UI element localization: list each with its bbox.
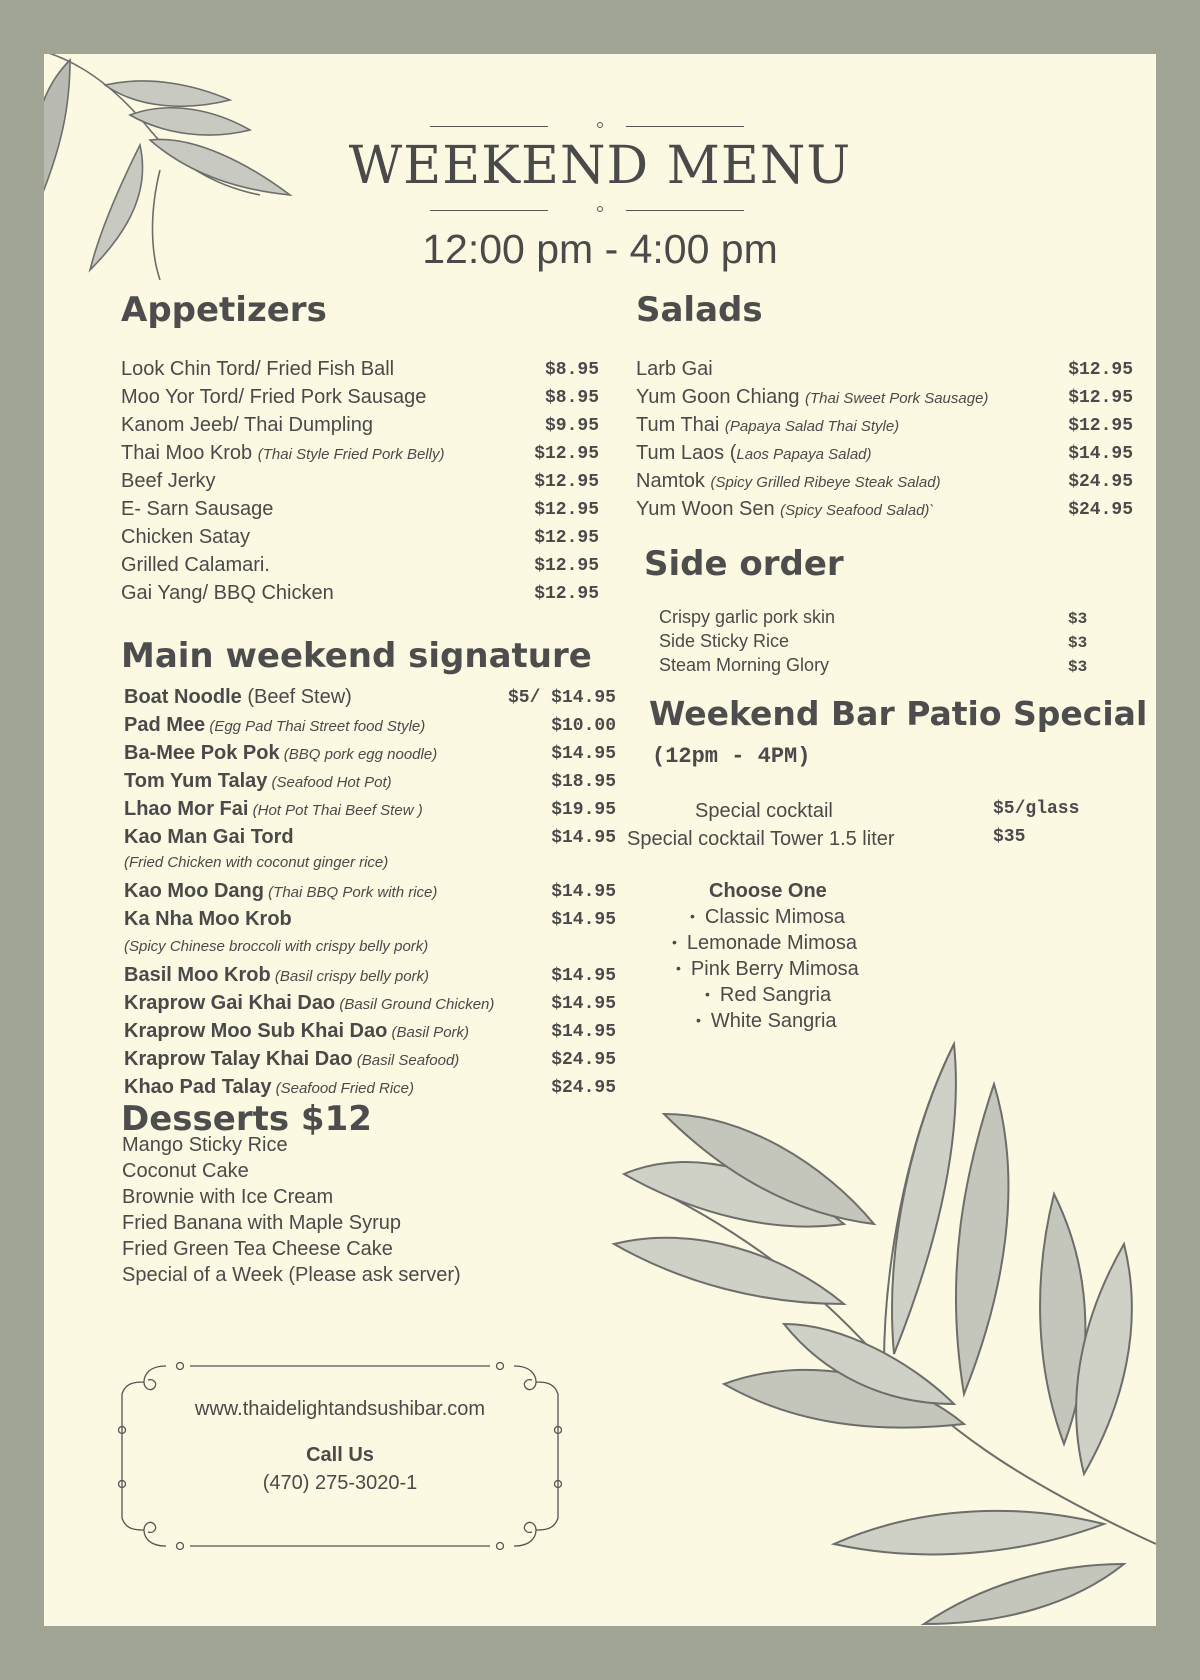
choose-one-heading: Choose One (709, 880, 827, 902)
item-name-text: Basil Moo Krob (124, 964, 271, 986)
appetizer-item (121, 470, 599, 498)
item-name-text: Tum Laos ( (636, 442, 737, 464)
item-price: $8.95 (544, 360, 599, 380)
item-name (636, 358, 713, 381)
drink-option: • White Sangria (696, 1010, 837, 1033)
appetizer-item (121, 414, 599, 442)
item-name (636, 442, 872, 465)
side-order-heading: Side order (644, 544, 844, 584)
item-description: (Papaya Salad Thai Style) (724, 418, 900, 435)
phone-number[interactable]: (470) 275-3020-1 (262, 1472, 418, 1494)
title-dot-top (597, 122, 603, 128)
call-us-label: Call Us (306, 1444, 374, 1466)
item-name-text: Grilled Calamari. (121, 554, 270, 576)
salad-item (636, 498, 1133, 526)
item-description: (Beef Stew) (241, 686, 352, 708)
item-price: $24.95 (551, 1078, 616, 1098)
item-name-text: Thai Moo Krob (121, 442, 258, 464)
item-name (124, 826, 294, 849)
item-name (124, 1020, 469, 1043)
item-description: (Basil Pork) (387, 1024, 470, 1041)
title-rule-bottom-left (430, 210, 548, 211)
side-item-price: $3 (1068, 658, 1088, 676)
bar-special-hours: (12pm - 4PM) (652, 744, 811, 769)
main-item (124, 908, 616, 936)
drink-option: • Classic Mimosa (690, 906, 845, 929)
item-price: $18.95 (551, 772, 616, 792)
item-price: $24.95 (1068, 472, 1133, 492)
title-rule-top-right (626, 126, 744, 127)
item-name-text: Kao Moo Dang (124, 880, 264, 902)
main-signature-heading: Main weekend signature (121, 636, 592, 676)
item-description: (Spicy Grilled Ribeye Steak Salad) (710, 474, 941, 491)
desserts-heading: Desserts $12 (121, 1099, 372, 1139)
main-item (124, 880, 616, 908)
main-item (124, 1020, 616, 1048)
item-name-text: Pad Mee (124, 714, 206, 736)
service-hours: 12:00 pm - 4:00 pm (422, 226, 778, 272)
bar-item-price: $35 (993, 827, 1026, 847)
item-name (636, 414, 899, 437)
side-item-price: $3 (1068, 610, 1088, 628)
main-item (124, 714, 616, 742)
item-name (121, 386, 426, 409)
main-item (124, 826, 616, 854)
item-name (636, 470, 941, 493)
item-name (121, 498, 273, 521)
side-item-name: Crispy garlic pork skin (659, 607, 836, 627)
item-description: (Thai BBQ Pork with rice) (264, 884, 438, 901)
item-price: $12.95 (534, 556, 599, 576)
bar-item-name: Special cocktail (695, 800, 833, 822)
appetizer-item (121, 498, 599, 526)
website-link[interactable]: www.thaidelightandsushibar.com (194, 1398, 486, 1420)
item-name (124, 964, 429, 987)
item-name (124, 742, 437, 765)
item-name-text: Kraprow Gai Khai Dao (124, 992, 336, 1014)
drink-option: • Red Sangria (705, 984, 831, 1007)
item-price: $12.95 (534, 444, 599, 464)
main-item (124, 686, 616, 714)
item-price: $5/ $14.95 (507, 688, 616, 708)
item-name-text: Larb Gai (636, 358, 713, 380)
item-name (121, 526, 250, 549)
item-price: $14.95 (551, 910, 616, 930)
salad-item (636, 358, 1133, 386)
item-name (636, 498, 934, 521)
item-description: (Basil crispy belly pork) (270, 968, 430, 985)
item-name-text: Gai Yang/ BBQ Chicken (121, 582, 334, 604)
item-name (124, 1076, 414, 1099)
item-subdescription: (Fried Chicken with coconut ginger rice) (124, 854, 389, 871)
item-subdescription: (Spicy Chinese broccoli with crispy belly pork) (124, 938, 429, 955)
item-name-text: Yum Goon Chiang (636, 386, 805, 408)
item-name (124, 992, 494, 1015)
item-description: (Basil Seafood) (352, 1052, 460, 1069)
appetizer-item (121, 526, 599, 554)
item-price: $14.95 (551, 994, 616, 1014)
item-description: (BBQ pork egg noodle) (279, 746, 438, 763)
title-rule-top-left (430, 126, 548, 127)
main-item (124, 798, 616, 826)
side-item-name: Side Sticky Rice (659, 631, 790, 651)
item-description: (Basil Ground Chicken) (335, 996, 495, 1013)
item-name-text: Namtok (636, 470, 711, 492)
item-price: $14.95 (551, 828, 616, 848)
item-description: (Spicy Seafood Salad)` (780, 502, 935, 519)
main-item (124, 742, 616, 770)
appetizer-item (121, 582, 599, 610)
item-name-text: Tum Thai (636, 414, 725, 436)
menu-page (44, 54, 1156, 1626)
drink-option: • Lemonade Mimosa (672, 932, 857, 955)
item-name (121, 414, 373, 437)
item-price: $19.95 (551, 800, 616, 820)
side-item-price: $3 (1068, 634, 1088, 652)
item-name-text: Ba-Mee Pok Pok (124, 742, 280, 764)
item-price: $10.00 (551, 716, 616, 736)
item-price: $14.95 (551, 882, 616, 902)
item-name-text: Moo Yor Tord/ Fried Pork Sausage (121, 386, 427, 408)
item-price: $14.95 (551, 966, 616, 986)
item-name-text: Kraprow Moo Sub Khai Dao (124, 1020, 388, 1042)
item-name-text: Kraprow Talay Khai Dao (124, 1048, 353, 1070)
appetizer-item (121, 442, 599, 470)
bar-special-heading: Weekend Bar Patio Special (649, 694, 1148, 733)
item-description: (Thai Style Fried Pork Belly) (257, 446, 445, 463)
item-name-text: Khao Pad Talay (124, 1076, 272, 1098)
item-name (121, 470, 215, 493)
appetizer-item (121, 554, 599, 582)
item-description: (Egg Pad Thai Street food Style) (205, 718, 426, 735)
appetizer-item (121, 386, 599, 414)
item-name-text: E- Sarn Sausage (121, 498, 274, 520)
dessert-item: Brownie with Ice Cream (122, 1186, 334, 1208)
main-item (124, 770, 616, 798)
item-name (124, 798, 423, 821)
item-description: (Thai Sweet Pork Sausage) (805, 390, 989, 407)
dessert-item: Fried Banana with Maple Syrup (122, 1212, 402, 1234)
item-name (121, 554, 270, 577)
item-description: Laos Papaya Salad) (736, 446, 872, 463)
item-price: $14.95 (551, 744, 616, 764)
item-price: $12.95 (1068, 416, 1133, 436)
salads-heading: Salads (636, 290, 763, 330)
appetizers-heading: Appetizers (121, 290, 327, 330)
item-name (124, 1048, 459, 1071)
item-name (121, 358, 394, 381)
item-name (121, 442, 444, 465)
item-price: $12.95 (1068, 360, 1133, 380)
item-name (636, 386, 988, 409)
item-price: $8.95 (544, 388, 599, 408)
dessert-item: Coconut Cake (122, 1160, 249, 1182)
main-item (124, 992, 616, 1020)
salad-item (636, 414, 1133, 442)
side-item-name: Steam Morning Glory (659, 655, 830, 675)
item-name (124, 770, 392, 793)
item-name (124, 908, 292, 931)
item-price: $9.95 (544, 416, 599, 436)
item-price: $14.95 (551, 1022, 616, 1042)
item-name-text: Tom Yum Talay (124, 770, 268, 792)
dessert-item: Fried Green Tea Cheese Cake (122, 1238, 393, 1260)
item-name-text: Chicken Satay (121, 526, 250, 548)
item-price: $12.95 (534, 500, 599, 520)
item-name-text: Boat Noodle (124, 686, 242, 708)
item-price: $24.95 (551, 1050, 616, 1070)
drink-option: • Pink Berry Mimosa (676, 958, 859, 981)
leaf-branch-icon (584, 1024, 1156, 1626)
bar-item-price: $5/glass (993, 799, 1080, 819)
item-name (121, 582, 334, 605)
item-name-text: Look Chin Tord/ Fried Fish Ball (121, 358, 395, 380)
title-rule-bottom-right (626, 210, 744, 211)
page-title: WEEKEND MENU (348, 136, 852, 196)
item-name (124, 714, 425, 737)
bar-item-name: Special cocktail Tower 1.5 liter (627, 828, 895, 850)
main-item (124, 964, 616, 992)
main-item (124, 1048, 616, 1076)
appetizer-item (121, 358, 599, 386)
dessert-item: Special of a Week (Please ask server) (122, 1264, 461, 1286)
item-name-text: Kanom Jeeb/ Thai Dumpling (121, 414, 373, 436)
item-name-text: Kao Man Gai Tord (124, 826, 294, 848)
salad-item (636, 386, 1133, 414)
item-name (124, 686, 352, 709)
item-description: (Seafood Fried Rice) (271, 1080, 415, 1097)
dessert-item: Mango Sticky Rice (122, 1134, 288, 1156)
item-price: $12.95 (534, 472, 599, 492)
title-dot-bottom (597, 206, 603, 212)
item-name-text: Ka Nha Moo Krob (124, 908, 292, 930)
item-name-text: Lhao Mor Fai (124, 798, 249, 820)
item-price: $12.95 (1068, 388, 1133, 408)
item-name (124, 880, 437, 903)
item-name-text: Beef Jerky (121, 470, 216, 492)
salad-item (636, 442, 1133, 470)
item-price: $12.95 (534, 528, 599, 548)
item-description: (Seafood Hot Pot) (267, 774, 392, 791)
salad-item (636, 470, 1133, 498)
item-name-text: Yum Woon Sen (636, 498, 781, 520)
item-description: (Hot Pot Thai Beef Stew ) (248, 802, 423, 819)
item-price: $24.95 (1068, 500, 1133, 520)
item-price: $12.95 (534, 584, 599, 604)
item-price: $14.95 (1068, 444, 1133, 464)
